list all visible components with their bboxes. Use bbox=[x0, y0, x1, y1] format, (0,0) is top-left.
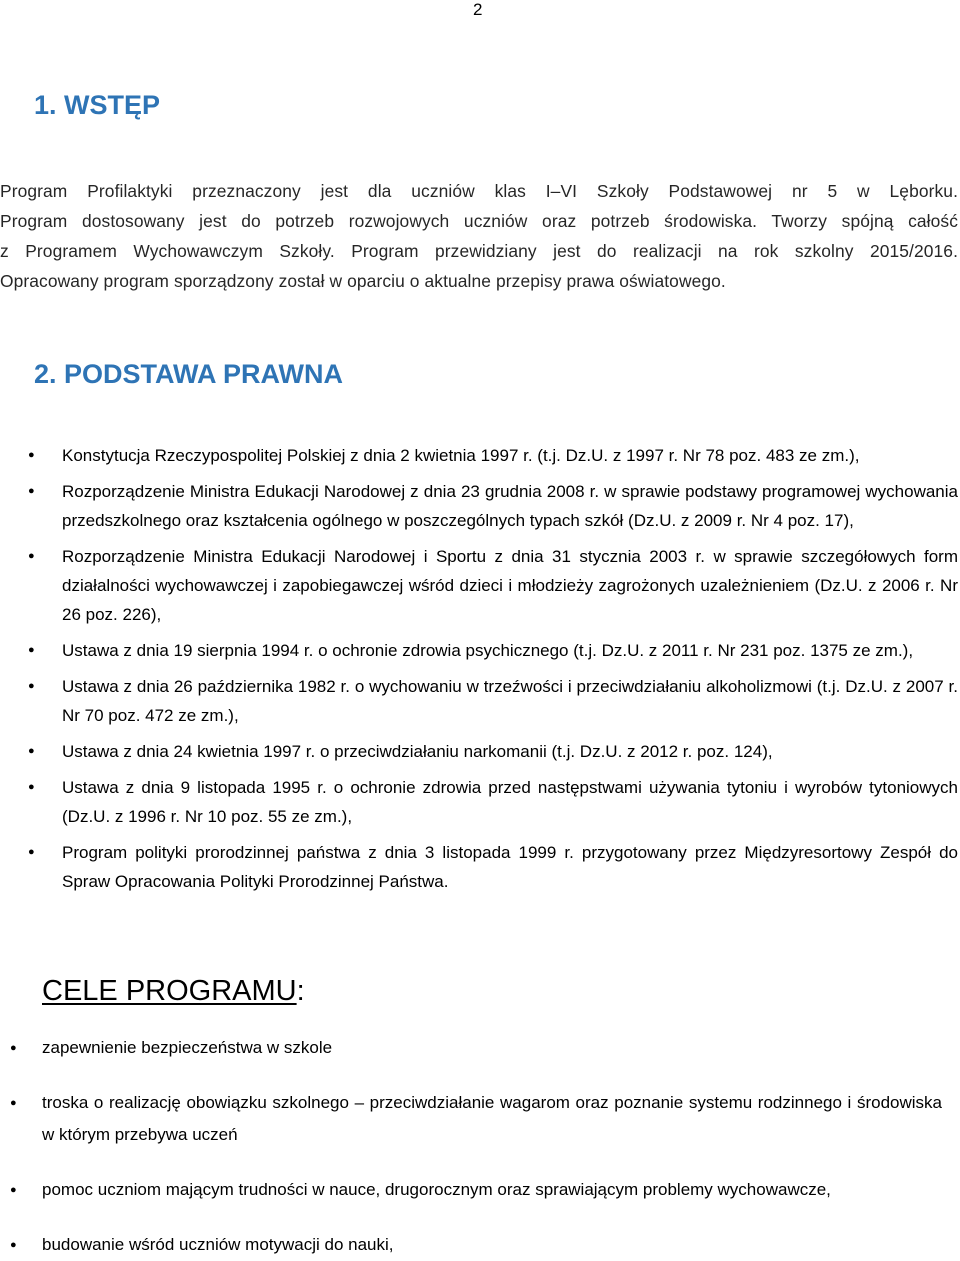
goals-title-text: CELE PROGRAMU bbox=[42, 975, 297, 1007]
bullet-icon: ● bbox=[28, 846, 35, 858]
bullet-icon: ● bbox=[10, 1097, 17, 1109]
intro-line: Opracowany program sporządzony został w oparciu o aktualne przepisy prawa oświatowego. bbox=[0, 271, 726, 291]
bullet-icon: ● bbox=[28, 680, 35, 692]
list-item: ● Ustawa z dnia 24 kwietnia 1997 r. o przeciwdziałaniu narkomanii (t.j. Dz.U. z 2012 r. poz. 124), bbox=[0, 737, 958, 766]
section-title-legal-basis: 2. PODSTAWA PRAWNA bbox=[34, 359, 344, 389]
list-item: ● Ustawa z dnia 9 listopada 1995 r. o ochronie zdrowia przed następstwami używania tytoniu i wyrobów tytoniowych (Dz.U. z 1996 r. Nr 10 poz. 55 ze zm.), bbox=[0, 773, 958, 831]
list-item: ● troska o realizację obowiązku szkolnego – przeciwdziałanie wagarom oraz poznanie systemu rodzinnego i środowiska w którym przebywa uczeń bbox=[0, 1087, 942, 1151]
intro-line: Program Profilaktyki przeznaczony jest dla uczniów klas I–VI Szkoły Podstawowej nr 5 w Lęborku. bbox=[0, 181, 958, 201]
list-item: ● Rozporządzenie Ministra Edukacji Narodowej z dnia 23 grudnia 2008 r. w sprawie podstawy programowej wychowania przedszkolnego oraz kształcenia ogólnego w poszczególnych typach szkół (Dz.U. z 2009 r. Nr 4 poz. 17), bbox=[0, 477, 958, 535]
introduction-paragraph bbox=[0, 176, 958, 296]
list-item: ● budowanie wśród uczniów motywacji do nauki, bbox=[0, 1229, 942, 1261]
section-title-introduction: 1. WSTĘP bbox=[34, 90, 161, 120]
list-item: ● Rozporządzenie Ministra Edukacji Narodowej i Sportu z dnia 31 stycznia 2003 r. w sprawie szczegółowych form działalności wychowawczej i zapobiegawczej wśród dzieci i młodzieży zagrożonych uzależnieniem (Dz.U. z 2006 r. Nr 26 poz. 226), bbox=[0, 542, 958, 629]
legal-basis-list bbox=[0, 441, 960, 903]
intro-line: Program dostosowany jest do potrzeb rozwojowych uczniów oraz potrzeb środowiska. Tworzy spójną całość bbox=[0, 211, 958, 231]
bullet-icon: ● bbox=[10, 1042, 17, 1054]
list-item: ● Ustawa z dnia 26 października 1982 r. o wychowaniu w trzeźwości i przeciwdziałaniu alkoholizmowi (t.j. Dz.U. z 2007 r. Nr 70 poz. 472 ze zm.), bbox=[0, 672, 958, 730]
list-item: ● pomoc uczniom mającym trudności w nauce, drugorocznym oraz sprawiającym problemy wychowawcze, bbox=[0, 1174, 942, 1206]
bullet-icon: ● bbox=[10, 1184, 17, 1196]
section-title-program-goals bbox=[42, 975, 305, 1007]
list-item: ● zapewnienie bezpieczeństwa w szkole bbox=[0, 1032, 942, 1064]
intro-line: z Programem Wychowawczym Szkoły. Program przewidziany jest do realizacji na rok szkolny 2015/2016. bbox=[0, 241, 958, 261]
page-number: 2 bbox=[473, 0, 483, 19]
program-goals-list bbox=[0, 1032, 960, 1261]
bullet-icon: ● bbox=[28, 449, 35, 461]
goals-title-colon: : bbox=[296, 975, 305, 1007]
bullet-icon: ● bbox=[28, 485, 35, 497]
bullet-icon: ● bbox=[28, 550, 35, 562]
list-item: ● Ustawa z dnia 19 sierpnia 1994 r. o ochronie zdrowia psychicznego (t.j. Dz.U. z 2011 r. Nr 231 poz. 1375 ze zm.), bbox=[0, 636, 958, 665]
bullet-icon: ● bbox=[28, 644, 35, 656]
bullet-icon: ● bbox=[28, 781, 35, 793]
list-item: ● Konstytucja Rzeczypospolitej Polskiej z dnia 2 kwietnia 1997 r. (t.j. Dz.U. z 1997 r. Nr 78 poz. 483 ze zm.), bbox=[0, 441, 958, 470]
bullet-icon: ● bbox=[28, 745, 35, 757]
bullet-icon: ● bbox=[10, 1239, 17, 1251]
list-item: ● Program polityki prorodzinnej państwa z dnia 3 listopada 1999 r. przygotowany przez Międzyresortowy Zespół do Spraw Opracowania Polityki Prorodzinnej Państwa. bbox=[0, 838, 958, 896]
